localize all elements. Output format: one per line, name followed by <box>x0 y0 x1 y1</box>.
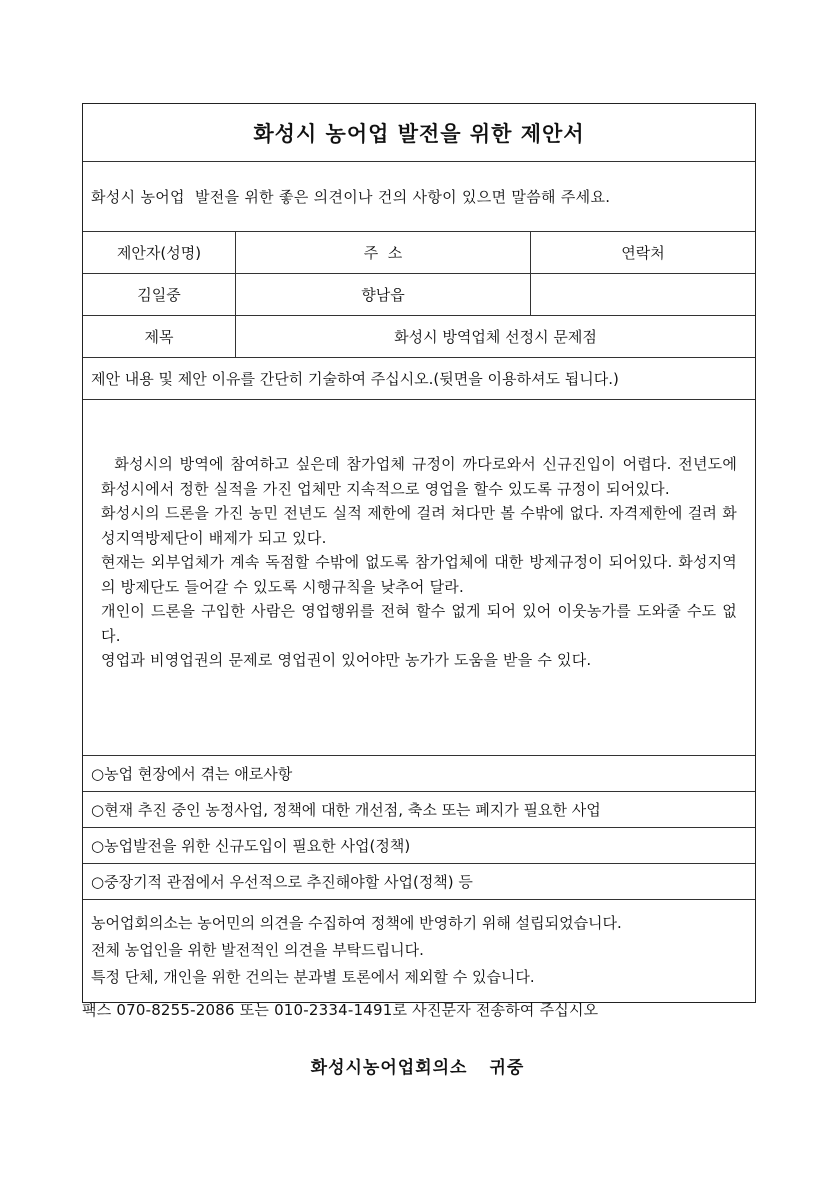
intro-row <box>83 162 755 232</box>
contact-value <box>531 274 755 315</box>
form-title-row <box>83 104 755 162</box>
guide-text: 제안 내용 및 제안 이유를 간단히 기술하여 주십시오.(뒷면을 이용하셔도 됩니다.) <box>91 370 619 388</box>
subject-value: 화성시 방역업체 선정시 문제점 <box>394 328 597 346</box>
organization-name: 화성시농어업회의소 <box>310 1058 468 1078</box>
guide-item <box>83 864 755 900</box>
proposal-body-text <box>101 452 742 673</box>
contact-header: 연락처 <box>621 244 665 262</box>
body-paragraph: 영업과 비영업권의 문제로 영업권이 있어야만 농가가 도움을 받을 수 있다. <box>101 651 592 669</box>
proposal-body <box>83 400 755 756</box>
guide-item <box>83 828 755 864</box>
body-paragraph: 개인이 드론을 구입한 사람은 영업행위를 전혀 할수 없게 되어 있어 이웃농가를 도와줄 수도 없다. <box>101 602 737 645</box>
header-row <box>83 232 755 274</box>
body-paragraph: 화성시의 드론을 가진 농민 전년도 실적 제한에 걸려 쳐다만 볼 수밖에 없다. 자격제한에 걸려 화성지역방제단이 배제가 되고 있다. <box>101 504 737 547</box>
recipient-signature <box>0 1053 835 1078</box>
guide-item <box>83 756 755 792</box>
subject-row <box>83 316 755 358</box>
form-title: 화성시 농어업 발전을 위한 제안서 <box>253 121 585 146</box>
address-header: 주 소 <box>236 232 531 273</box>
proposal-form <box>82 103 756 1003</box>
notice-box <box>83 900 755 1002</box>
proposer-value: 김일중 <box>83 274 236 315</box>
notice-line: 전체 농업인을 위한 발전적인 의견을 부탁드립니다. <box>91 941 424 959</box>
intro-text: 화성시 농어업 발전을 위한 좋은 의견이나 건의 사항이 있으면 말씀해 주세요. <box>91 188 611 206</box>
guide-item-text: ○현재 추진 중인 농정사업, 정책에 대한 개선점, 축소 또는 폐지가 필요한 사업 <box>91 801 601 819</box>
guide-item-text: ○중장기적 관점에서 우선적으로 추진해야할 사업(정책) 등 <box>91 873 473 891</box>
subject-label: 제목 <box>83 316 236 357</box>
body-paragraph: 화성시의 방역에 참여하고 싶은데 참가업체 규정이 까다로와서 신규진입이 어렵다. 전년도에 화성시에서 정한 실적을 가진 업체만 지속적으로 영업을 할수 있도록 규정이 되어있다. <box>101 455 742 498</box>
fax-instruction: 팩스 070-8255-2086 또는 010-2334-1491로 사진문자 전송하여 주십시오 <box>82 1001 599 1019</box>
guide-item-text: ○농업발전을 위한 신규도입이 필요한 사업(정책) <box>91 837 411 855</box>
address-value: 향남읍 <box>236 274 531 315</box>
recipient-suffix: 귀중 <box>489 1058 525 1078</box>
notice-line: 농어업회의소는 농어민의 의견을 수집하여 정책에 반영하기 위해 설립되었습니다. <box>91 914 622 932</box>
guide-item <box>83 792 755 828</box>
notice-line: 특정 단체, 개인을 위한 건의는 분과별 토론에서 제외할 수 있습니다. <box>91 968 535 986</box>
guide-item-text: ○농업 현장에서 겪는 애로사항 <box>91 765 293 783</box>
values-row <box>83 274 755 316</box>
guide-row <box>83 358 755 400</box>
proposer-header: 제안자(성명) <box>83 232 236 273</box>
body-paragraph: 현재는 외부업체가 계속 독점할 수밖에 없도록 참가업체에 대한 방제규정이 되어있다. 화성지역의 방제단도 들어갈 수 있도록 시행규칙을 낮추어 달라. <box>101 553 737 596</box>
